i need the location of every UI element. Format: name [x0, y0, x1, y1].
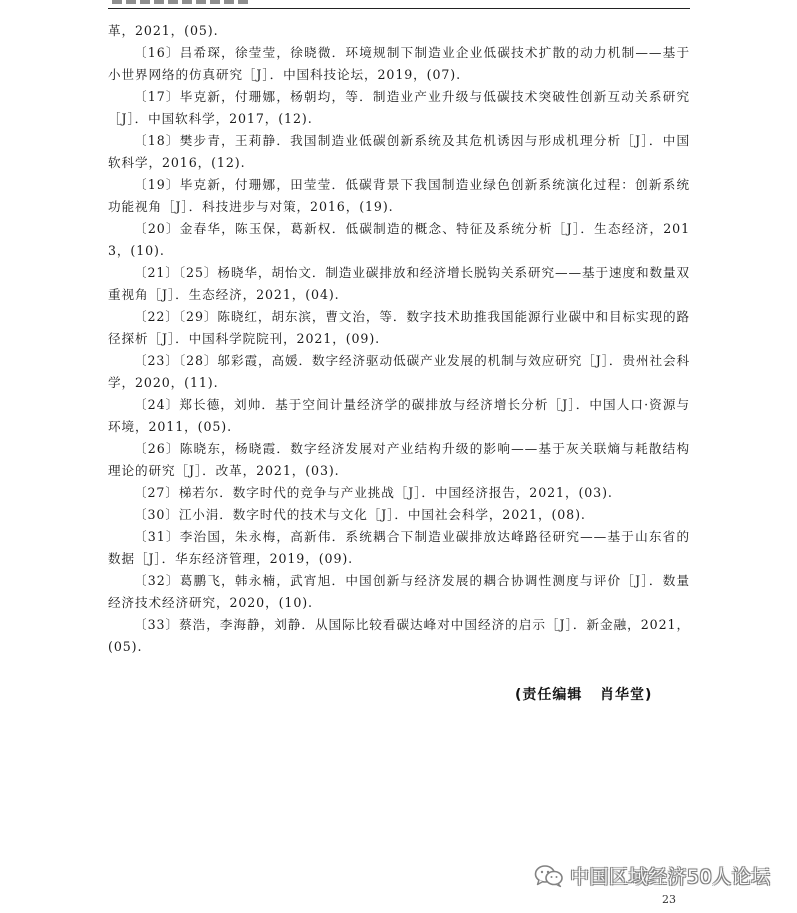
- reference-item: 〔26〕陈晓东，杨晓霞．数字经济发展对产业结构升级的影响——基于灰关联熵与耗散结构理论的研究［J］．改革，2021，(03).: [108, 441, 690, 478]
- reference-item: 〔32〕葛鹏飞，韩永楠，武宵旭．中国创新与经济发展的耦合协调性测度与评价［J］．数量经济技术经济研究，2020，(10).: [108, 573, 690, 610]
- reference-item: 〔16〕吕希琛，徐莹莹，徐晓微．环境规制下制造业企业低碳技术扩散的动力机制——基于小世界网络的仿真研究［J］．中国科技论坛，2019，(07).: [108, 45, 690, 82]
- cropped-running-header: [112, 0, 252, 4]
- reference-item: 革，2021，(05).: [108, 23, 219, 38]
- reference-list: [108, 20, 690, 658]
- reference-item: 〔21〕〔25〕杨晓华，胡怡文．制造业碳排放和经济增长脱钩关系研究——基于速度和数量双重视角［J］．生态经济，2021，(04).: [108, 265, 690, 302]
- wechat-icon: [534, 864, 564, 888]
- reference-item: 〔33〕蔡浩，李海静，刘静．从国际比较看碳达峰对中国经济的启示［J］．新金融，2021，(05).: [108, 617, 690, 654]
- reference-item: 〔18〕樊步青，王莉静．我国制造业低碳创新系统及其危机诱因与形成机理分析［J］．中国软科学，2016，(12).: [108, 133, 690, 170]
- watermark: [534, 862, 771, 889]
- reference-item: 〔20〕金春华，陈玉保，葛新权．低碳制造的概念、特征及系统分析［J］．生态经济，2013，(10).: [108, 221, 690, 258]
- reference-item: 〔17〕毕克新，付珊娜，杨朝均，等．制造业产业升级与低碳技术突破性创新互动关系研究［J］．中国软科学，2017，(12).: [108, 89, 690, 126]
- reference-item: 〔24〕郑长德，刘帅．基于空间计量经济学的碳排放与经济增长分析［J］．中国人口·资源与环境，2011，(05).: [108, 397, 690, 434]
- reference-item: 〔22〕〔29〕陈晓红，胡东滨，曹文治，等．数字技术助推我国能源行业碳中和目标实现的路径探析［J］．中国科学院院刊，2021，(09).: [108, 309, 690, 346]
- page-number: 23: [662, 893, 676, 906]
- reference-item: 〔31〕李治国，朱永梅，高新伟．系统耦合下制造业碳排放达峰路径研究——基于山东省的数据［J］．华东经济管理，2019，(09).: [108, 529, 690, 566]
- header-rule: [108, 8, 690, 9]
- reference-item: 〔19〕毕克新，付珊娜，田莹莹．低碳背景下我国制造业绿色创新系统演化过程：创新系统功能视角［J］．科技进步与对策，2016，(19).: [108, 177, 690, 214]
- reference-item: 〔27〕梯若尔．数字时代的竞争与产业挑战［J］．中国经济报告，2021，(03).: [134, 485, 613, 500]
- watermark-text: 中国区域经济50人论坛: [570, 866, 771, 888]
- reference-item: 〔23〕〔28〕邬彩霞，高媛．数字经济驱动低碳产业发展的机制与效应研究［J］．贵州社会科学，2020，(11).: [108, 353, 690, 390]
- responsible-editor-note: (责任编辑 肖华堂): [515, 687, 653, 703]
- reference-item: 〔30〕江小涓．数字时代的技术与文化［J］．中国社会科学，2021，(08).: [134, 507, 586, 522]
